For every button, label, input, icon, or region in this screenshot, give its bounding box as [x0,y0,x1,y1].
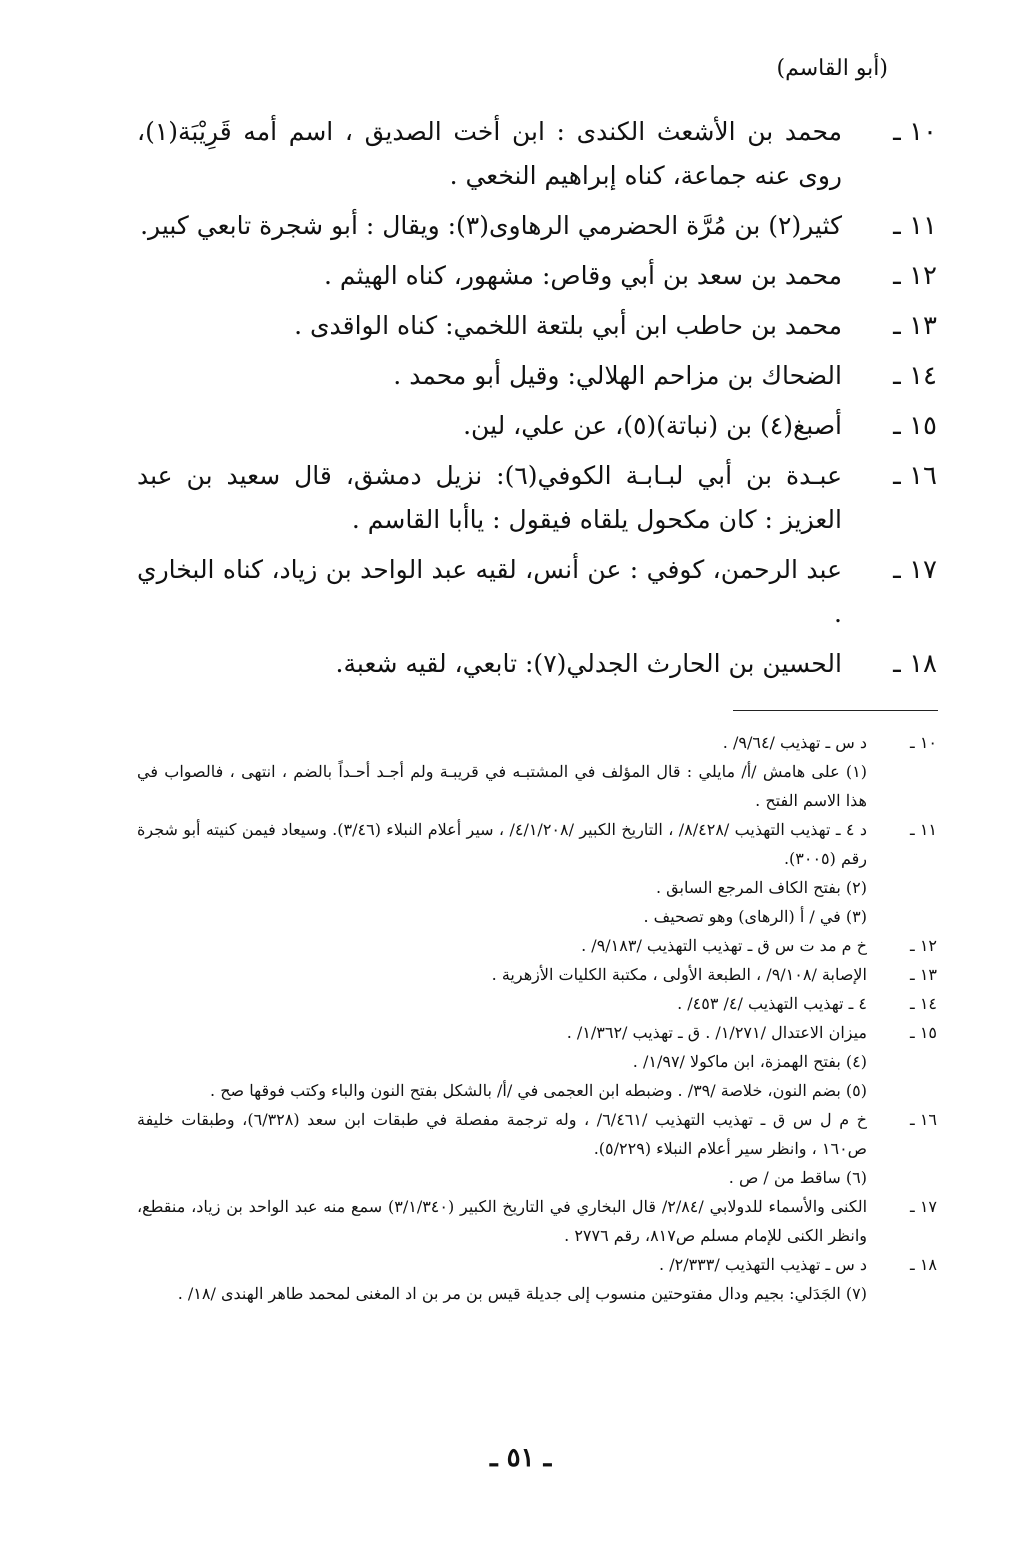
footnote-text: د س ـ تهذيب /٩/٦٤/ . [722,733,867,752]
footnote [137,1279,937,1308]
entry [137,204,937,248]
footnote-number: ١٤ ـ [910,994,937,1013]
footnote [137,1047,937,1076]
entries-list [137,110,937,692]
footnote-text: د ٤ ـ تهذيب التهذيب /٨/٤٢٨/ ، التاريخ الكبير /٤/١/٢٠٨/ ، سير أعلام النبلاء (٣/٤٦). وسيعاد فيمن كنيته أبو شجرة رقم (٣٠٠٥). [137,820,868,868]
running-head: (أبو القاسم) [776,56,888,81]
entry-number: ١٠ ـ [893,117,937,147]
footnote [137,1192,937,1250]
entry-number: ١٣ ـ [893,311,937,341]
footnote-number: ١١ ـ [910,820,937,839]
footnote-text: الإصابة /٩/١٠٨/ ، الطبعة الأولى ، مكتبة الكليات الأزهرية . [491,965,867,984]
entry-number: ١١ ـ [893,211,937,241]
footnote-text: ٤ ـ تهذيب التهذيب /٤/ ٤٥٣/ . [677,994,867,1013]
entry-number: ١٤ ـ [893,361,937,391]
footnote [137,989,937,1018]
footnote-text: خ م ل س ق ـ تهذيب التهذيب /٦/٤٦١/ ، وله ترجمة مفصلة في طبقات ابن سعد (٦/٣٢٨)، وطبقات خليفة ص١٦٠ ، وانظر سير أعلام النبلاء (٥/٢٢٩). [137,1110,868,1158]
footnote-text: (٧) الجَدَلي: بجيم ودال مفتوحتين منسوب إلى جديلة قيس بن مر بن اد المغنى لمحمد طاهر الهندى /١٨/ . [177,1284,867,1303]
entry-text: الضحاك بن مزاحم الهلالي: وقيل أبو محمد . [393,361,842,390]
footnote-text: الكنى والأسماء للدولابي /٢/٨٤/ قال البخاري في التاريخ الكبير (٣/١/٣٤٠) سمع منه عبد الواحد بن زياد، منقطع، وانظر الكنى للإمام مسلم ص٨١٧، رقم ٢٧٧٦ . [137,1197,868,1245]
footnote-text: (١) على هامش /أ/ مايلي : قال المؤلف في المشتبـه في قريبـة ولم أجـد أحـداً بالضم ، انتهى ، فالصواب في هذا الاسم الفتح . [137,762,867,810]
footnote [137,1163,937,1192]
footnotes-list [137,728,937,1308]
entry [137,254,937,298]
footnote-text: ميزان الاعتدال /١/٢٧١/ . ق ـ تهذيب /١/٣٦٢/ . [566,1023,867,1042]
entry-text: كثير(٢) بن مُرَّة الحضرمي الرهاوى(٣): ويقال : أبو شجرة تابعي كبير. [140,211,842,240]
footnote [137,931,937,960]
footnote-number: ١٥ ـ [910,1023,937,1042]
footnote [137,1250,937,1279]
footnote-text: (٤) بفتح الهمزة، ابن ماكولا /١/٩٧/ . [632,1052,867,1071]
footnote [137,960,937,989]
entry [137,404,937,448]
entry-text: محمد بن حاطب ابن أبي بلتعة اللخمي: كناه الواقدى . [294,311,842,340]
entry-text: الحسين بن الحارث الجدلي(٧): تابعي، لقيه شعبة. [335,649,842,678]
footnote-number: ١٨ ـ [910,1255,937,1274]
entry-text: أصبغ(٤) بن (نباتة)(٥)، عن علي، لين. [463,411,842,440]
entry [137,548,937,636]
entry [137,304,937,348]
footnote-text: خ م مد ت س ق ـ تهذيب التهذيب /٩/١٨٣/ . [581,936,867,955]
footnote-number: ١٠ ـ [910,733,937,752]
entry-number: ١٨ ـ [893,649,937,679]
entry [137,642,937,686]
footnote [137,1018,937,1047]
footnote [137,757,937,815]
entry [137,454,937,542]
entry-text: محمد بن الأشعث الكندى : ابن أخت الصديق ، اسم أمه قَرِيْبَة(١)، روى عنه جماعة، كناه إبراهيم النخعي . [137,117,842,190]
entry-number: ١٦ ـ [893,461,937,491]
footnote [137,815,937,873]
footnote-text: (٢) بفتح الكاف المرجع السابق . [656,878,867,897]
footnote-divider [733,710,938,711]
entry-text: عبـدة بن أبي لبـابـة الكوفي(٦): نزيل دمشق، قال سعيد بن عبد العزيز : كان مكحول يلقاه فيقول : ياأبا القاسم . [137,461,842,534]
footnote [137,728,937,757]
entry-text: عبد الرحمن، كوفي : عن أنس، لقيه عبد الواحد بن زياد، كناه البخاري . [137,555,842,628]
entry-number: ١٧ ـ [893,555,937,585]
page-number: ـ ٥١ ـ [490,1443,552,1473]
footnote-number: ١٧ ـ [910,1197,937,1216]
footnote-number: ١٢ ـ [910,936,937,955]
entry [137,354,937,398]
footnote-text: (٣) في / أ (الرهاى) وهو تصحيف . [643,907,867,926]
entry-number: ١٢ ـ [893,261,937,291]
footnote-text: د س ـ تهذيب التهذيب /٢/٣٣٣/ . [659,1255,867,1274]
footnote [137,873,937,902]
entry-text: محمد بن سعد بن أبي وقاص: مشهور، كناه الهيثم . [324,261,842,290]
entry [137,110,937,198]
footnote [137,902,937,931]
footnote-text: (٦) ساقط من / ص . [728,1168,867,1187]
footnote-number: ١٦ ـ [910,1110,937,1129]
footnote-text: (٥) بضم النون، خلاصة /٣٩/ . وضبطه ابن العجمى في /أ/ بالشكل بفتح النون والباء وكتب فوقها صح . [210,1081,867,1100]
footnote [137,1105,937,1163]
footnote [137,1076,937,1105]
entry-number: ١٥ ـ [893,411,937,441]
footnote-number: ١٣ ـ [910,965,937,984]
